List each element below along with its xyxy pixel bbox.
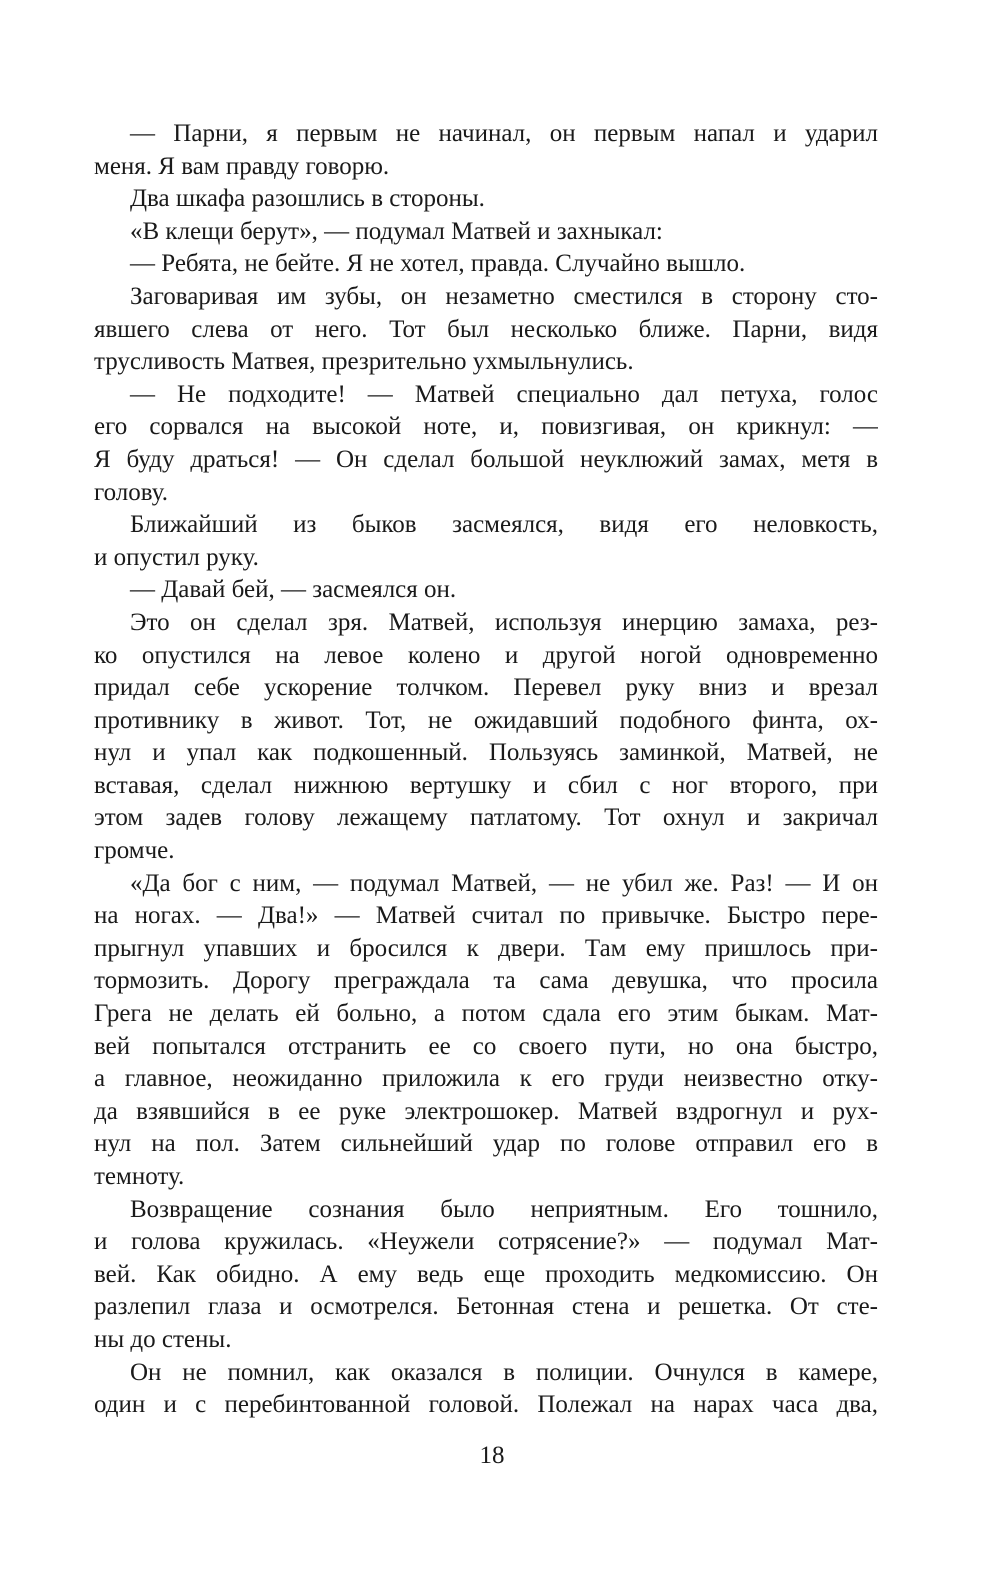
text-line: вей. Как обидно. А ему ведь еще проходить медкомиссию. Он xyxy=(94,1260,878,1288)
text-line: «В клещи берут», — подумал Матвей и захныкал: xyxy=(130,217,663,245)
text-line: вставая, сделал нижнюю вертушку и сбил с ног второго, при xyxy=(94,771,878,799)
text-line: темноту. xyxy=(94,1163,185,1190)
text-line: трусливость Матвея, презрительно ухмыльнулись. xyxy=(94,348,634,376)
text-line: — Не подходите! — Матвей специально дал петуха, голос xyxy=(130,380,878,408)
text-line: — Парни, я первым не начинал, он первым напал и ударил xyxy=(130,120,878,147)
text-line: «Да бог с ним, — подумал Матвей, — не убил же. Раз! — И он xyxy=(130,869,878,897)
text-line: явшего слева от него. Тот был несколько ближе. Парни, видя xyxy=(94,315,878,343)
text-line: Заговаривая им зубы, он незаметно сместился в сторону сто- xyxy=(130,282,878,310)
text-line: — Ребята, не бейте. Я не хотел, правда. Случайно вышло. xyxy=(130,250,746,278)
text-line: Грега не делать ей больно, а потом сдала его этим быкам. Мат- xyxy=(94,1000,878,1028)
body-text xyxy=(94,118,878,1422)
text-line: Я буду драться! — Он сделал большой неуклюжий замах, метя в xyxy=(94,445,878,473)
text-line: громче. xyxy=(94,837,175,865)
text-line: голову. xyxy=(94,478,168,506)
text-line: и голова кружилась. «Неужели сотрясение?» — подумал Мат- xyxy=(94,1228,878,1256)
text-line: тормозить. Дорогу преграждала та сама девушка, что просила xyxy=(94,967,878,995)
text-line: этом задев голову лежащему патлатому. Тот охнул и закричал xyxy=(94,804,878,832)
text-line: на ногах. — Два!» — Матвей считал по привычке. Быстро пере- xyxy=(94,902,878,930)
page-number: 18 xyxy=(479,1442,505,1469)
text-line: придал себе ускорение толчком. Перевел руку вниз и врезал xyxy=(94,674,878,702)
text-line: разлепил глаза и осмотрелся. Бетонная стена и решетка. От сте- xyxy=(94,1293,878,1321)
text-line: его сорвался на высокой ноте, и, повизгивая, он крикнул: — xyxy=(94,413,878,441)
text-line: Он не помнил, как оказался в полиции. Очнулся в камере, xyxy=(130,1358,878,1386)
text-line: Возвращение сознания было неприятным. Его тошнило, xyxy=(130,1195,878,1223)
text-line: ны до стены. xyxy=(94,1325,232,1353)
text-line: Это он сделал зря. Матвей, используя инерцию замаха, рез- xyxy=(130,608,878,636)
text-line: Ближайший из быков засмеялся, видя его неловкость, xyxy=(130,511,878,539)
text-line: противнику в живот. Тот, не ожидавший подобного финта, ох- xyxy=(94,706,878,734)
text-line: да взявшийся в ее руке электрошокер. Матвей вздрогнул и рух- xyxy=(94,1097,878,1125)
text-line: ко опустился на левое колено и другой ногой одновременно xyxy=(94,641,878,669)
text-line: один и с перебинтованной головой. Полежал на нарах часа два, xyxy=(94,1391,878,1419)
text-line: нул и упал как подкошенный. Пользуясь заминкой, Матвей, не xyxy=(94,739,878,767)
text-line: Два шкафа разошлись в стороны. xyxy=(130,185,485,213)
text-line: меня. Я вам правду говорю. xyxy=(94,152,390,180)
text-line: а главное, неожиданно приложила к его груди неизвестно отку- xyxy=(94,1065,878,1093)
text-line: и опустил руку. xyxy=(94,543,259,571)
text-line: вей попытался отстранить ее со своего пути, но она быстро, xyxy=(94,1032,878,1060)
text-line: нул на пол. Затем сильнейший удар по голове отправил его в xyxy=(94,1130,878,1158)
text-line: прыгнул упавших и бросился к двери. Там ему пришлось при- xyxy=(94,934,878,962)
text-line: — Давай бей, — засмеялся он. xyxy=(130,576,457,604)
